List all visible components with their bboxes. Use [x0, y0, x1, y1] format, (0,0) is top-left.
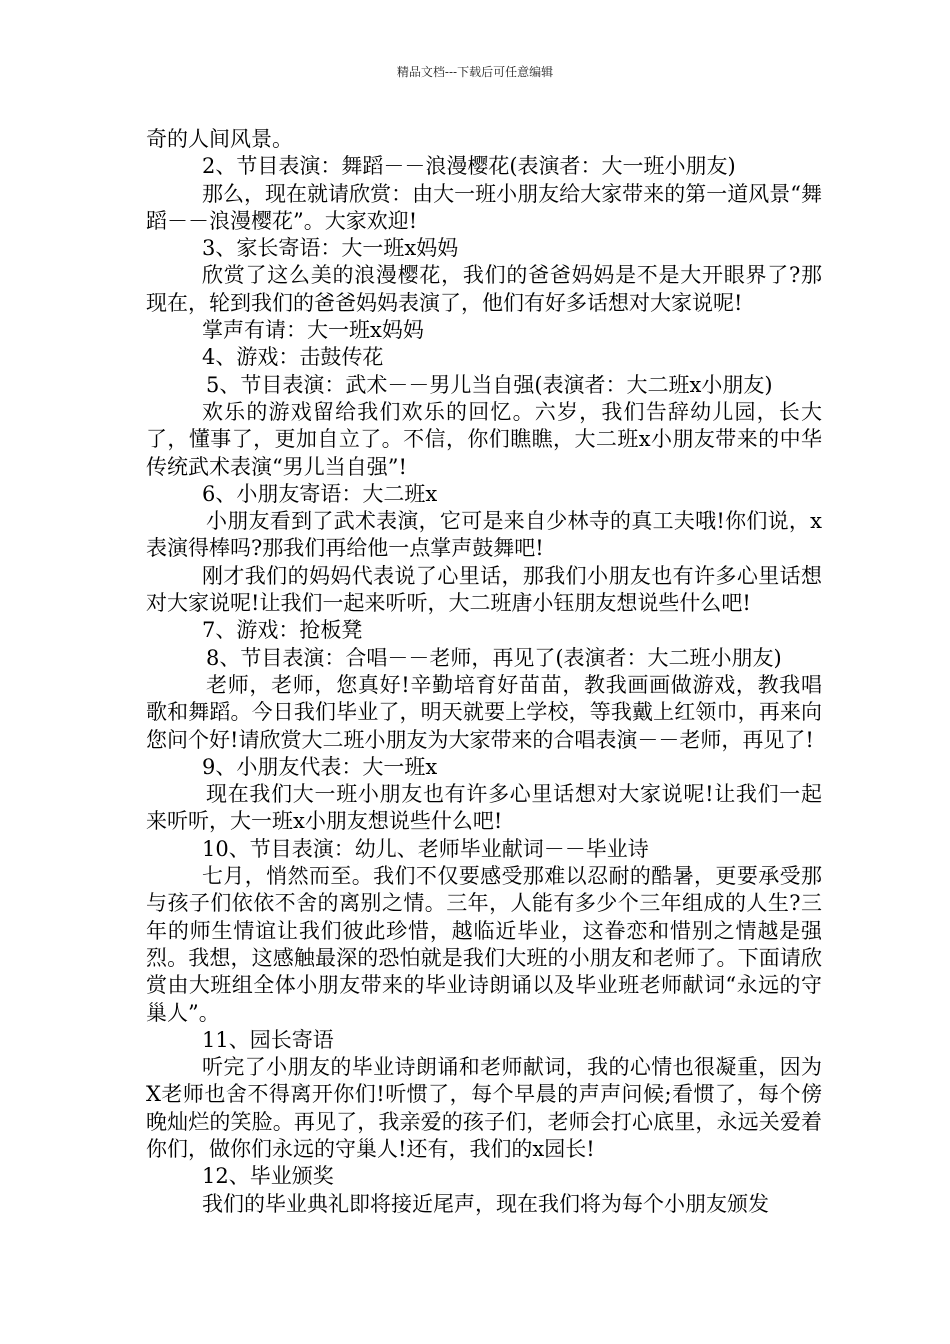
paragraph: 刚才我们的妈妈代表说了心里话，那我们小朋友也有许多心里话想对大家说呢!让我们一起来听听，大二班唐小钰朋友想说些什么吧!	[146, 563, 822, 616]
paragraph: 七月，悄然而至。我们不仅要感受那难以忍耐的酷暑，更要承受那与孩子们依依不舍的离别之情。三年，人能有多少个三年组成的人生?三年的师生情谊让我们彼此珍惜，越临近毕业，这眷恋和惜别之情越是强烈。我想，这感触最深的恐怕就是我们大班的小朋友和老师了。下面请欣赏由大班组全体小朋友带来的毕业诗朗诵以及毕业班老师献词“永远的守巢人”。	[146, 864, 822, 1025]
program-item-heading: 3、家长寄语：大一班x妈妈	[202, 236, 459, 261]
document-body	[146, 126, 822, 1218]
program-item-heading: 8、节目表演：合唱－－老师，再见了(表演者：大二班小朋友)	[206, 645, 782, 670]
paragraph: 我们的毕业典礼即将接近尾声，现在我们将为每个小朋友颁发	[202, 1191, 769, 1216]
program-item-heading: 11、园长寄语	[202, 1027, 334, 1052]
program-item-heading: 6、小朋友寄语：大二班x	[202, 481, 438, 506]
program-item-heading: 4、游戏：击鼓传花	[202, 345, 384, 370]
paragraph: 小朋友看到了武术表演，它可是来自少林寺的真工夫哦!你们说，x表演得棒吗?那我们再给他一点掌声鼓舞吧!	[146, 509, 822, 561]
program-item-heading: 12、毕业颁奖	[202, 1164, 334, 1189]
program-item-heading: 7、游戏：抢板凳	[202, 618, 363, 643]
program-item-heading: 2、节目表演：舞蹈－－浪漫樱花(表演者：大一班小朋友)	[202, 154, 736, 179]
paragraph: 欢乐的游戏留给我们欢乐的回忆。六岁，我们告辞幼儿园，长大了，懂事了，更加自立了。不信，你们瞧瞧，大二班x小朋友带来的中华传统武术表演“男儿当自强”!	[146, 399, 822, 479]
paragraph: 现在我们大一班小朋友也有许多心里话想对大家说呢!让我们一起来听听，大一班x小朋友想说些什么吧!	[146, 782, 822, 834]
paragraph: 奇的人间风景。	[146, 127, 293, 151]
page-header: 精品文档---下载后可任意编辑	[396, 65, 554, 79]
paragraph: 那么，现在就请欣赏：由大一班小朋友给大家带来的第一道风景“舞蹈－－浪漫樱花”。大家欢迎!	[146, 181, 822, 233]
program-item-heading: 9、小朋友代表：大一班x	[202, 754, 438, 779]
paragraph: 欣赏了这么美的浪漫樱花，我们的爸爸妈妈是不是大开眼界了?那现在，轮到我们的爸爸妈妈表演了，他们有好多话想对大家说呢!	[146, 263, 822, 315]
paragraph: 掌声有请：大一班x妈妈	[202, 318, 424, 343]
paragraph: 老师，老师，您真好!辛勤培育好苗苗，教我画画做游戏，教我唱歌和舞蹈。今日我们毕业了，明天就要上学校，等我戴上红领巾，再来向您问个好!请欣赏大二班小朋友为大家带来的合唱表演－－老师，再见了!	[146, 672, 822, 752]
program-item-heading: 5、节目表演：武术－－男儿当自强(表演者：大二班x小朋友)	[206, 372, 773, 397]
paragraph: 听完了小朋友的毕业诗朗诵和老师献词，我的心情也很凝重，因为X老师也舍不得离开你们!听惯了，每个早晨的声声问候;看惯了，每个傍晚灿烂的笑脸。再见了，我亲爱的孩子们，老师会打心底里，永远关爱着你们，做你们永远的守巢人!还有，我们的x园长!	[146, 1055, 822, 1161]
program-item-heading: 10、节目表演：幼儿、老师毕业献词－－毕业诗	[202, 836, 649, 861]
